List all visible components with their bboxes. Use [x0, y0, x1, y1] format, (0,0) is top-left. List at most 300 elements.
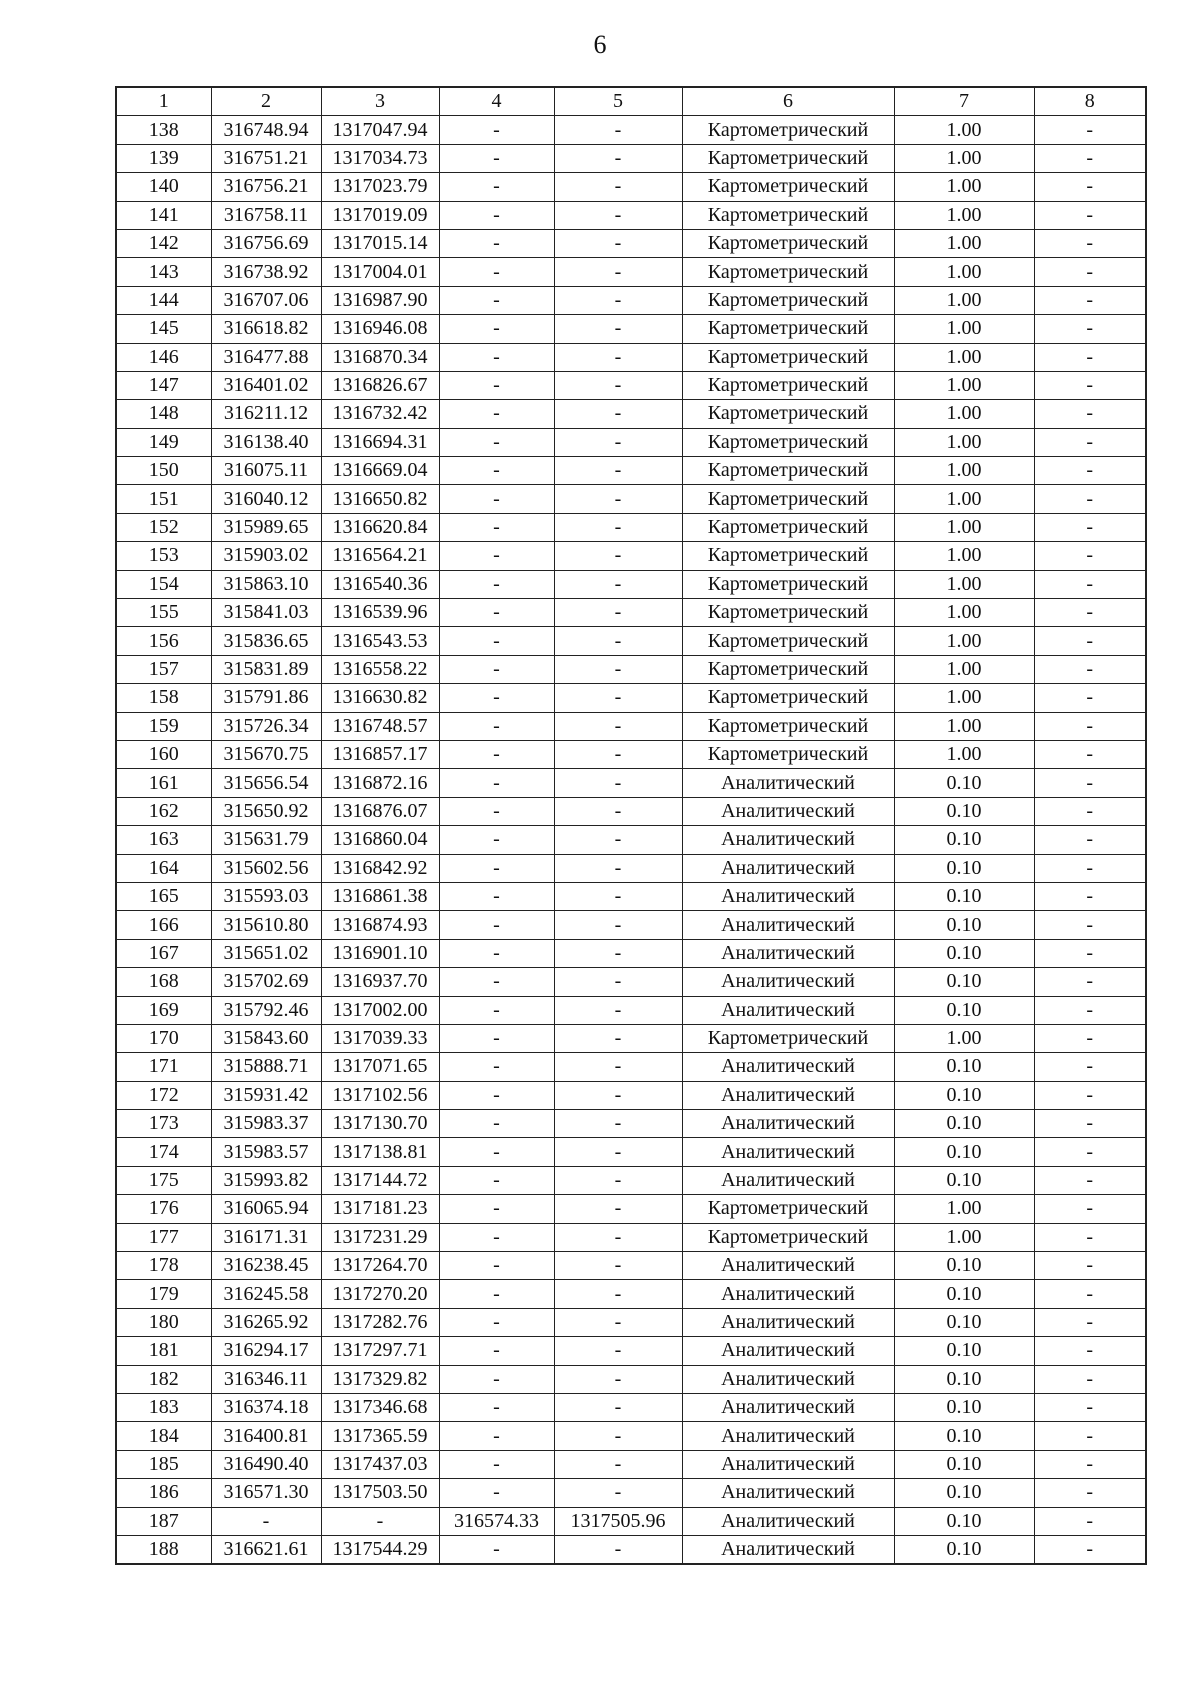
- x-coordinate-cell: 316756.69: [211, 229, 321, 257]
- point-number-cell: 174: [116, 1138, 211, 1166]
- x-new-coordinate-cell: -: [439, 1252, 554, 1280]
- y-coordinate-cell: 1317346.68: [321, 1393, 439, 1421]
- accuracy-cell: 0.10: [894, 1280, 1034, 1308]
- description-cell: -: [1034, 1195, 1146, 1223]
- table-row: [116, 1053, 1146, 1081]
- point-number-cell: 181: [116, 1337, 211, 1365]
- point-number-cell: 146: [116, 343, 211, 371]
- x-new-coordinate-cell: -: [439, 1450, 554, 1478]
- method-cell: Картометрический: [682, 371, 894, 399]
- x-coordinate-cell: 316374.18: [211, 1393, 321, 1421]
- method-cell: Картометрический: [682, 513, 894, 541]
- point-number-cell: 175: [116, 1166, 211, 1194]
- table-row: [116, 1507, 1146, 1535]
- accuracy-cell: 1.00: [894, 599, 1034, 627]
- y-coordinate-cell: 1316876.07: [321, 797, 439, 825]
- table-row: [116, 1166, 1146, 1194]
- table-row: [116, 854, 1146, 882]
- x-new-coordinate-cell: -: [439, 1422, 554, 1450]
- y-coordinate-cell: 1317019.09: [321, 201, 439, 229]
- y-new-coordinate-cell: -: [554, 1422, 682, 1450]
- accuracy-cell: 1.00: [894, 1024, 1034, 1052]
- y-coordinate-cell: 1317270.20: [321, 1280, 439, 1308]
- accuracy-cell: 0.10: [894, 1507, 1034, 1535]
- accuracy-cell: 0.10: [894, 854, 1034, 882]
- accuracy-cell: 1.00: [894, 116, 1034, 144]
- method-cell: Картометрический: [682, 485, 894, 513]
- x-new-coordinate-cell: -: [439, 882, 554, 910]
- y-coordinate-cell: 1317144.72: [321, 1166, 439, 1194]
- x-coordinate-cell: 316571.30: [211, 1479, 321, 1507]
- x-new-coordinate-cell: -: [439, 1337, 554, 1365]
- y-new-coordinate-cell: -: [554, 1024, 682, 1052]
- point-number-cell: 169: [116, 996, 211, 1024]
- x-coordinate-cell: 316748.94: [211, 116, 321, 144]
- y-new-coordinate-cell: -: [554, 968, 682, 996]
- method-cell: Картометрический: [682, 173, 894, 201]
- x-coordinate-cell: 315610.80: [211, 911, 321, 939]
- description-cell: -: [1034, 627, 1146, 655]
- y-coordinate-cell: 1316650.82: [321, 485, 439, 513]
- y-new-coordinate-cell: -: [554, 1081, 682, 1109]
- y-new-coordinate-cell: -: [554, 1195, 682, 1223]
- y-coordinate-cell: 1316842.92: [321, 854, 439, 882]
- y-new-coordinate-cell: -: [554, 343, 682, 371]
- y-coordinate-cell: 1317138.81: [321, 1138, 439, 1166]
- x-coordinate-cell: 316346.11: [211, 1365, 321, 1393]
- x-coordinate-cell: 315631.79: [211, 826, 321, 854]
- y-new-coordinate-cell: -: [554, 996, 682, 1024]
- x-new-coordinate-cell: -: [439, 1308, 554, 1336]
- method-cell: Аналитический: [682, 968, 894, 996]
- table-row: [116, 1138, 1146, 1166]
- table-row: [116, 457, 1146, 485]
- x-new-coordinate-cell: -: [439, 1223, 554, 1251]
- method-cell: Аналитический: [682, 1479, 894, 1507]
- y-coordinate-cell: 1316860.04: [321, 826, 439, 854]
- method-cell: Аналитический: [682, 1393, 894, 1421]
- method-cell: Аналитический: [682, 854, 894, 882]
- y-coordinate-cell: 1317231.29: [321, 1223, 439, 1251]
- description-cell: -: [1034, 1422, 1146, 1450]
- y-coordinate-cell: 1317437.03: [321, 1450, 439, 1478]
- y-coordinate-cell: 1316937.70: [321, 968, 439, 996]
- y-new-coordinate-cell: -: [554, 1166, 682, 1194]
- x-coordinate-cell: 315656.54: [211, 769, 321, 797]
- method-cell: Аналитический: [682, 1337, 894, 1365]
- point-number-cell: 188: [116, 1535, 211, 1564]
- y-new-coordinate-cell: -: [554, 286, 682, 314]
- description-cell: -: [1034, 1252, 1146, 1280]
- x-new-coordinate-cell: -: [439, 570, 554, 598]
- y-coordinate-cell: 1316543.53: [321, 627, 439, 655]
- y-coordinate-cell: 1317181.23: [321, 1195, 439, 1223]
- accuracy-cell: 1.00: [894, 542, 1034, 570]
- x-new-coordinate-cell: -: [439, 1280, 554, 1308]
- accuracy-cell: 1.00: [894, 400, 1034, 428]
- point-number-cell: 145: [116, 315, 211, 343]
- point-number-cell: 158: [116, 684, 211, 712]
- accuracy-cell: 1.00: [894, 201, 1034, 229]
- x-coordinate-cell: 315791.86: [211, 684, 321, 712]
- description-cell: -: [1034, 201, 1146, 229]
- method-cell: Картометрический: [682, 712, 894, 740]
- description-cell: -: [1034, 1308, 1146, 1336]
- table-row: [116, 513, 1146, 541]
- point-number-cell: 143: [116, 258, 211, 286]
- coordinates-table: [115, 86, 1147, 1565]
- accuracy-cell: 0.10: [894, 1422, 1034, 1450]
- description-cell: -: [1034, 939, 1146, 967]
- x-new-coordinate-cell: -: [439, 854, 554, 882]
- x-coordinate-cell: 315593.03: [211, 882, 321, 910]
- point-number-cell: 176: [116, 1195, 211, 1223]
- accuracy-cell: 0.10: [894, 1365, 1034, 1393]
- description-cell: -: [1034, 740, 1146, 768]
- x-coordinate-cell: 316294.17: [211, 1337, 321, 1365]
- point-number-cell: 170: [116, 1024, 211, 1052]
- y-coordinate-cell: 1317544.29: [321, 1535, 439, 1564]
- y-new-coordinate-cell: 1317505.96: [554, 1507, 682, 1535]
- table-row: [116, 968, 1146, 996]
- x-new-coordinate-cell: -: [439, 996, 554, 1024]
- point-number-cell: 173: [116, 1110, 211, 1138]
- x-new-coordinate-cell: -: [439, 1081, 554, 1109]
- y-new-coordinate-cell: -: [554, 570, 682, 598]
- accuracy-cell: 0.10: [894, 882, 1034, 910]
- accuracy-cell: 0.10: [894, 996, 1034, 1024]
- table-row: [116, 485, 1146, 513]
- x-coordinate-cell: 315650.92: [211, 797, 321, 825]
- y-coordinate-cell: 1316946.08: [321, 315, 439, 343]
- x-coordinate-cell: 315836.65: [211, 627, 321, 655]
- y-coordinate-cell: 1317264.70: [321, 1252, 439, 1280]
- accuracy-cell: 1.00: [894, 1223, 1034, 1251]
- y-new-coordinate-cell: -: [554, 258, 682, 286]
- point-number-cell: 149: [116, 428, 211, 456]
- accuracy-cell: 0.10: [894, 1450, 1034, 1478]
- description-cell: -: [1034, 1337, 1146, 1365]
- method-cell: Аналитический: [682, 1252, 894, 1280]
- y-coordinate-cell: 1317004.01: [321, 258, 439, 286]
- description-cell: -: [1034, 570, 1146, 598]
- description-cell: -: [1034, 1110, 1146, 1138]
- table-row: [116, 1110, 1146, 1138]
- x-coordinate-cell: 315888.71: [211, 1053, 321, 1081]
- table-row: [116, 627, 1146, 655]
- y-coordinate-cell: 1317002.00: [321, 996, 439, 1024]
- y-coordinate-cell: 1317102.56: [321, 1081, 439, 1109]
- x-coordinate-cell: 315931.42: [211, 1081, 321, 1109]
- table-row: [116, 712, 1146, 740]
- accuracy-cell: 0.10: [894, 939, 1034, 967]
- method-cell: Картометрический: [682, 1024, 894, 1052]
- x-new-coordinate-cell: -: [439, 684, 554, 712]
- description-cell: -: [1034, 286, 1146, 314]
- column-header: 2: [211, 87, 321, 116]
- table-row: [116, 1308, 1146, 1336]
- point-number-cell: 142: [116, 229, 211, 257]
- point-number-cell: 138: [116, 116, 211, 144]
- method-cell: Картометрический: [682, 229, 894, 257]
- table-row: [116, 1479, 1146, 1507]
- method-cell: Картометрический: [682, 1195, 894, 1223]
- y-new-coordinate-cell: -: [554, 627, 682, 655]
- x-coordinate-cell: 315841.03: [211, 599, 321, 627]
- x-new-coordinate-cell: -: [439, 655, 554, 683]
- method-cell: Аналитический: [682, 826, 894, 854]
- accuracy-cell: 1.00: [894, 428, 1034, 456]
- column-header: 1: [116, 87, 211, 116]
- y-new-coordinate-cell: -: [554, 1053, 682, 1081]
- description-cell: -: [1034, 1365, 1146, 1393]
- description-cell: -: [1034, 1053, 1146, 1081]
- y-coordinate-cell: 1316694.31: [321, 428, 439, 456]
- x-coordinate-cell: 315983.37: [211, 1110, 321, 1138]
- y-new-coordinate-cell: -: [554, 769, 682, 797]
- y-coordinate-cell: 1316826.67: [321, 371, 439, 399]
- table-row: [116, 201, 1146, 229]
- description-cell: -: [1034, 1223, 1146, 1251]
- x-coordinate-cell: 315792.46: [211, 996, 321, 1024]
- table-row: [116, 229, 1146, 257]
- x-coordinate-cell: 316738.92: [211, 258, 321, 286]
- column-header: 6: [682, 87, 894, 116]
- table-row: [116, 144, 1146, 172]
- x-coordinate-cell: 315843.60: [211, 1024, 321, 1052]
- description-cell: -: [1034, 655, 1146, 683]
- y-coordinate-cell: 1316870.34: [321, 343, 439, 371]
- y-coordinate-cell: -: [321, 1507, 439, 1535]
- table-row: [116, 343, 1146, 371]
- y-new-coordinate-cell: -: [554, 1138, 682, 1166]
- x-coordinate-cell: 316138.40: [211, 428, 321, 456]
- accuracy-cell: 1.00: [894, 286, 1034, 314]
- x-new-coordinate-cell: -: [439, 939, 554, 967]
- x-new-coordinate-cell: -: [439, 371, 554, 399]
- description-cell: -: [1034, 457, 1146, 485]
- point-number-cell: 185: [116, 1450, 211, 1478]
- point-number-cell: 152: [116, 513, 211, 541]
- point-number-cell: 155: [116, 599, 211, 627]
- table-row: [116, 1365, 1146, 1393]
- y-new-coordinate-cell: -: [554, 684, 682, 712]
- description-cell: -: [1034, 1280, 1146, 1308]
- accuracy-cell: 1.00: [894, 655, 1034, 683]
- table-row: [116, 258, 1146, 286]
- table-row: [116, 1252, 1146, 1280]
- table-row: [116, 315, 1146, 343]
- method-cell: Аналитический: [682, 1365, 894, 1393]
- description-cell: -: [1034, 144, 1146, 172]
- point-number-cell: 167: [116, 939, 211, 967]
- y-coordinate-cell: 1317329.82: [321, 1365, 439, 1393]
- x-new-coordinate-cell: -: [439, 173, 554, 201]
- table-row: [116, 371, 1146, 399]
- y-new-coordinate-cell: -: [554, 229, 682, 257]
- x-new-coordinate-cell: -: [439, 400, 554, 428]
- x-new-coordinate-cell: -: [439, 968, 554, 996]
- accuracy-cell: 1.00: [894, 570, 1034, 598]
- table-row: [116, 655, 1146, 683]
- x-new-coordinate-cell: -: [439, 1138, 554, 1166]
- x-new-coordinate-cell: -: [439, 1393, 554, 1421]
- table-row: [116, 826, 1146, 854]
- accuracy-cell: 1.00: [894, 513, 1034, 541]
- table-row: [116, 1337, 1146, 1365]
- y-new-coordinate-cell: -: [554, 599, 682, 627]
- description-cell: -: [1034, 116, 1146, 144]
- x-coordinate-cell: 315993.82: [211, 1166, 321, 1194]
- y-new-coordinate-cell: -: [554, 428, 682, 456]
- y-new-coordinate-cell: -: [554, 826, 682, 854]
- method-cell: Картометрический: [682, 400, 894, 428]
- y-coordinate-cell: 1316748.57: [321, 712, 439, 740]
- table-row: [116, 1535, 1146, 1564]
- accuracy-cell: 1.00: [894, 229, 1034, 257]
- y-new-coordinate-cell: -: [554, 144, 682, 172]
- y-new-coordinate-cell: -: [554, 457, 682, 485]
- description-cell: -: [1034, 428, 1146, 456]
- page-number: 6: [593, 30, 607, 59]
- method-cell: Аналитический: [682, 1507, 894, 1535]
- y-new-coordinate-cell: -: [554, 371, 682, 399]
- x-coordinate-cell: 316621.61: [211, 1535, 321, 1564]
- point-number-cell: 141: [116, 201, 211, 229]
- y-new-coordinate-cell: -: [554, 542, 682, 570]
- accuracy-cell: 0.10: [894, 1081, 1034, 1109]
- x-new-coordinate-cell: -: [439, 116, 554, 144]
- point-number-cell: 154: [116, 570, 211, 598]
- point-number-cell: 184: [116, 1422, 211, 1450]
- table-row: [116, 400, 1146, 428]
- y-coordinate-cell: 1317297.71: [321, 1337, 439, 1365]
- method-cell: Картометрический: [682, 315, 894, 343]
- point-number-cell: 166: [116, 911, 211, 939]
- point-number-cell: 177: [116, 1223, 211, 1251]
- y-new-coordinate-cell: -: [554, 882, 682, 910]
- table-header-row: [116, 87, 1146, 116]
- accuracy-cell: 0.10: [894, 1479, 1034, 1507]
- description-cell: -: [1034, 911, 1146, 939]
- y-coordinate-cell: 1316857.17: [321, 740, 439, 768]
- y-new-coordinate-cell: -: [554, 1223, 682, 1251]
- accuracy-cell: 0.10: [894, 769, 1034, 797]
- y-new-coordinate-cell: -: [554, 173, 682, 201]
- y-coordinate-cell: 1317071.65: [321, 1053, 439, 1081]
- method-cell: Аналитический: [682, 939, 894, 967]
- y-coordinate-cell: 1316872.16: [321, 769, 439, 797]
- method-cell: Картометрический: [682, 116, 894, 144]
- point-number-cell: 153: [116, 542, 211, 570]
- y-coordinate-cell: 1317034.73: [321, 144, 439, 172]
- accuracy-cell: 1.00: [894, 173, 1034, 201]
- y-new-coordinate-cell: -: [554, 1110, 682, 1138]
- table-row: [116, 286, 1146, 314]
- method-cell: Картометрический: [682, 428, 894, 456]
- description-cell: -: [1034, 826, 1146, 854]
- column-header: 5: [554, 87, 682, 116]
- point-number-cell: 180: [116, 1308, 211, 1336]
- y-new-coordinate-cell: -: [554, 911, 682, 939]
- y-new-coordinate-cell: -: [554, 1365, 682, 1393]
- x-new-coordinate-cell: -: [439, 201, 554, 229]
- x-coordinate-cell: 315989.65: [211, 513, 321, 541]
- x-coordinate-cell: 316245.58: [211, 1280, 321, 1308]
- accuracy-cell: 0.10: [894, 1138, 1034, 1166]
- accuracy-cell: 0.10: [894, 968, 1034, 996]
- description-cell: -: [1034, 599, 1146, 627]
- accuracy-cell: 1.00: [894, 457, 1034, 485]
- method-cell: Картометрический: [682, 542, 894, 570]
- x-coordinate-cell: 316477.88: [211, 343, 321, 371]
- y-coordinate-cell: 1317130.70: [321, 1110, 439, 1138]
- x-new-coordinate-cell: -: [439, 1479, 554, 1507]
- y-coordinate-cell: 1316630.82: [321, 684, 439, 712]
- table-row: [116, 428, 1146, 456]
- description-cell: -: [1034, 229, 1146, 257]
- accuracy-cell: 1.00: [894, 343, 1034, 371]
- method-cell: Картометрический: [682, 627, 894, 655]
- column-header: 3: [321, 87, 439, 116]
- table-row: [116, 1422, 1146, 1450]
- table-row: [116, 173, 1146, 201]
- accuracy-cell: 0.10: [894, 1535, 1034, 1564]
- y-new-coordinate-cell: -: [554, 1393, 682, 1421]
- y-new-coordinate-cell: -: [554, 1479, 682, 1507]
- x-new-coordinate-cell: -: [439, 797, 554, 825]
- description-cell: -: [1034, 996, 1146, 1024]
- accuracy-cell: 0.10: [894, 1166, 1034, 1194]
- method-cell: Аналитический: [682, 1422, 894, 1450]
- y-coordinate-cell: 1316874.93: [321, 911, 439, 939]
- x-coordinate-cell: 315651.02: [211, 939, 321, 967]
- y-coordinate-cell: 1316620.84: [321, 513, 439, 541]
- y-new-coordinate-cell: -: [554, 1450, 682, 1478]
- point-number-cell: 178: [116, 1252, 211, 1280]
- table-row: [116, 542, 1146, 570]
- table-row: [116, 599, 1146, 627]
- method-cell: Аналитический: [682, 1166, 894, 1194]
- method-cell: Аналитический: [682, 911, 894, 939]
- point-number-cell: 150: [116, 457, 211, 485]
- y-coordinate-cell: 1316901.10: [321, 939, 439, 967]
- x-coordinate-cell: 316171.31: [211, 1223, 321, 1251]
- point-number-cell: 172: [116, 1081, 211, 1109]
- x-new-coordinate-cell: -: [439, 1024, 554, 1052]
- y-coordinate-cell: 1316861.38: [321, 882, 439, 910]
- description-cell: -: [1034, 485, 1146, 513]
- y-coordinate-cell: 1317015.14: [321, 229, 439, 257]
- point-number-cell: 144: [116, 286, 211, 314]
- y-new-coordinate-cell: -: [554, 116, 682, 144]
- x-coordinate-cell: 316707.06: [211, 286, 321, 314]
- description-cell: -: [1034, 968, 1146, 996]
- x-new-coordinate-cell: -: [439, 144, 554, 172]
- x-coordinate-cell: 316490.40: [211, 1450, 321, 1478]
- x-coordinate-cell: 316238.45: [211, 1252, 321, 1280]
- accuracy-cell: 1.00: [894, 315, 1034, 343]
- method-cell: Картометрический: [682, 655, 894, 683]
- method-cell: Аналитический: [682, 1450, 894, 1478]
- y-new-coordinate-cell: -: [554, 1535, 682, 1564]
- x-new-coordinate-cell: -: [439, 513, 554, 541]
- x-coordinate-cell: 316618.82: [211, 315, 321, 343]
- point-number-cell: 156: [116, 627, 211, 655]
- column-header: 7: [894, 87, 1034, 116]
- accuracy-cell: 1.00: [894, 485, 1034, 513]
- method-cell: Картометрический: [682, 144, 894, 172]
